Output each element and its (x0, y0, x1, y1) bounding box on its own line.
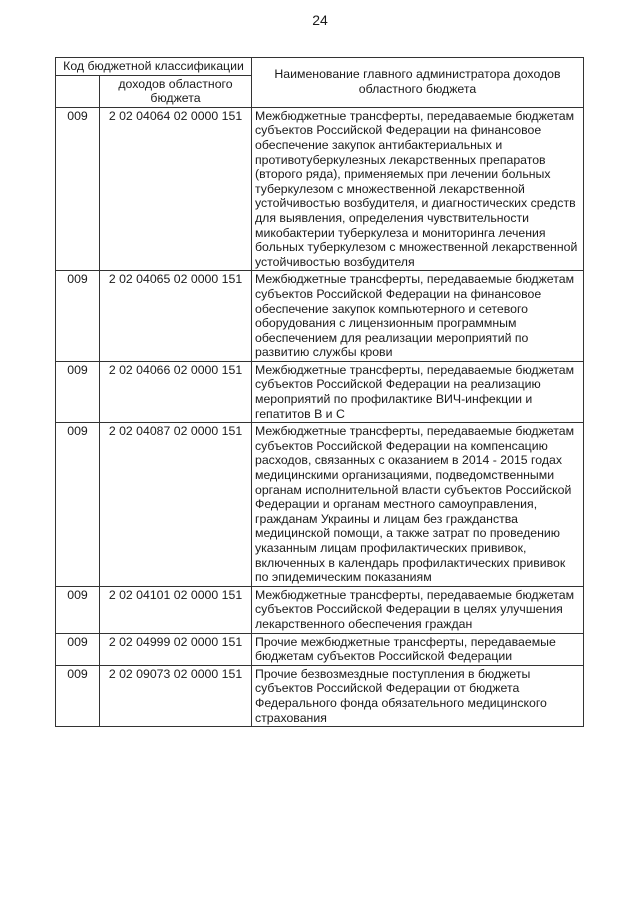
description-cell: Прочие безвозмездные поступления в бюджеты субъектов Российской Федерации от бюджета Федерального фонда обязательного медицинского страхования (252, 665, 584, 726)
income-code-cell: 2 02 04066 02 0000 151 (100, 361, 252, 422)
income-code-cell: 2 02 04065 02 0000 151 (100, 271, 252, 362)
table-body (56, 107, 584, 726)
income-code-cell: 2 02 04087 02 0000 151 (100, 423, 252, 587)
description-cell: Межбюджетные трансферты, передаваемые бюджетам субъектов Российской Федерации на компенсацию расходов, связанных с оказанием в 2014 - 2015 годах медицинскими организациями, подведомственными органам исполнительной власти субъектов Российской Федерации и органам местного самоуправления, гражданам Украины и лицам без гражданства медицинской помощи, а также затрат по проведению указанным лицам профилактических прививок, включенных в календарь профилактических прививок по эпидемическим показаниям (252, 423, 584, 587)
income-code-cell: 2 02 04101 02 0000 151 (100, 586, 252, 633)
header-administrator-name: Наименование главного администратора доходов областного бюджета (252, 58, 584, 108)
table-row (56, 423, 584, 587)
table-row (56, 586, 584, 633)
header-admin-code-cell (56, 75, 100, 107)
header-income-code: доходов областного бюджета (100, 75, 252, 107)
admin-code-cell: 009 (56, 633, 100, 665)
table-row (56, 271, 584, 362)
header-classification-code: Код бюджетной классификации (56, 58, 252, 76)
table-row (56, 665, 584, 726)
income-code-cell: 2 02 09073 02 0000 151 (100, 665, 252, 726)
admin-code-cell: 009 (56, 423, 100, 587)
admin-code-cell: 009 (56, 271, 100, 362)
income-code-cell: 2 02 04064 02 0000 151 (100, 107, 252, 271)
description-cell: Межбюджетные трансферты, передаваемые бюджетам субъектов Российской Федерации на реализацию мероприятий по профилактике ВИЧ-инфекции и гепатитов В и С (252, 361, 584, 422)
description-cell: Межбюджетные трансферты, передаваемые бюджетам субъектов Российской Федерации на финансовое обеспечение закупок антибактериальных и противотуберкулезных лекарственных препаратов (второго ряда), применяемых при лечении больных туберкулезом с множественной лекарственной устойчивостью возбудителя, и диагностических средств для выявления, определения чувствительности микобактерии туберкулеза и мониторинга лечения больных туберкулезом с множественной лекарственной устойчивостью возбудителя (252, 107, 584, 271)
admin-code-cell: 009 (56, 107, 100, 271)
description-cell: Межбюджетные трансферты, передаваемые бюджетам субъектов Российской Федерации в целях улучшения лекарственного обеспечения граждан (252, 586, 584, 633)
income-code-cell: 2 02 04999 02 0000 151 (100, 633, 252, 665)
budget-classification-table (55, 57, 584, 727)
table-row (56, 633, 584, 665)
admin-code-cell: 009 (56, 665, 100, 726)
page-number: 24 (312, 12, 328, 28)
admin-code-cell: 009 (56, 361, 100, 422)
description-cell: Прочие межбюджетные трансферты, передаваемые бюджетам субъектов Российской Федерации (252, 633, 584, 665)
table-row (56, 107, 584, 271)
admin-code-cell: 009 (56, 586, 100, 633)
table-row (56, 361, 584, 422)
description-cell: Межбюджетные трансферты, передаваемые бюджетам субъектов Российской Федерации на финансовое обеспечение закупок компьютерного и сетевого оборудования с лицензионным программным обеспечением для реализации мероприятий по развитию службы крови (252, 271, 584, 362)
